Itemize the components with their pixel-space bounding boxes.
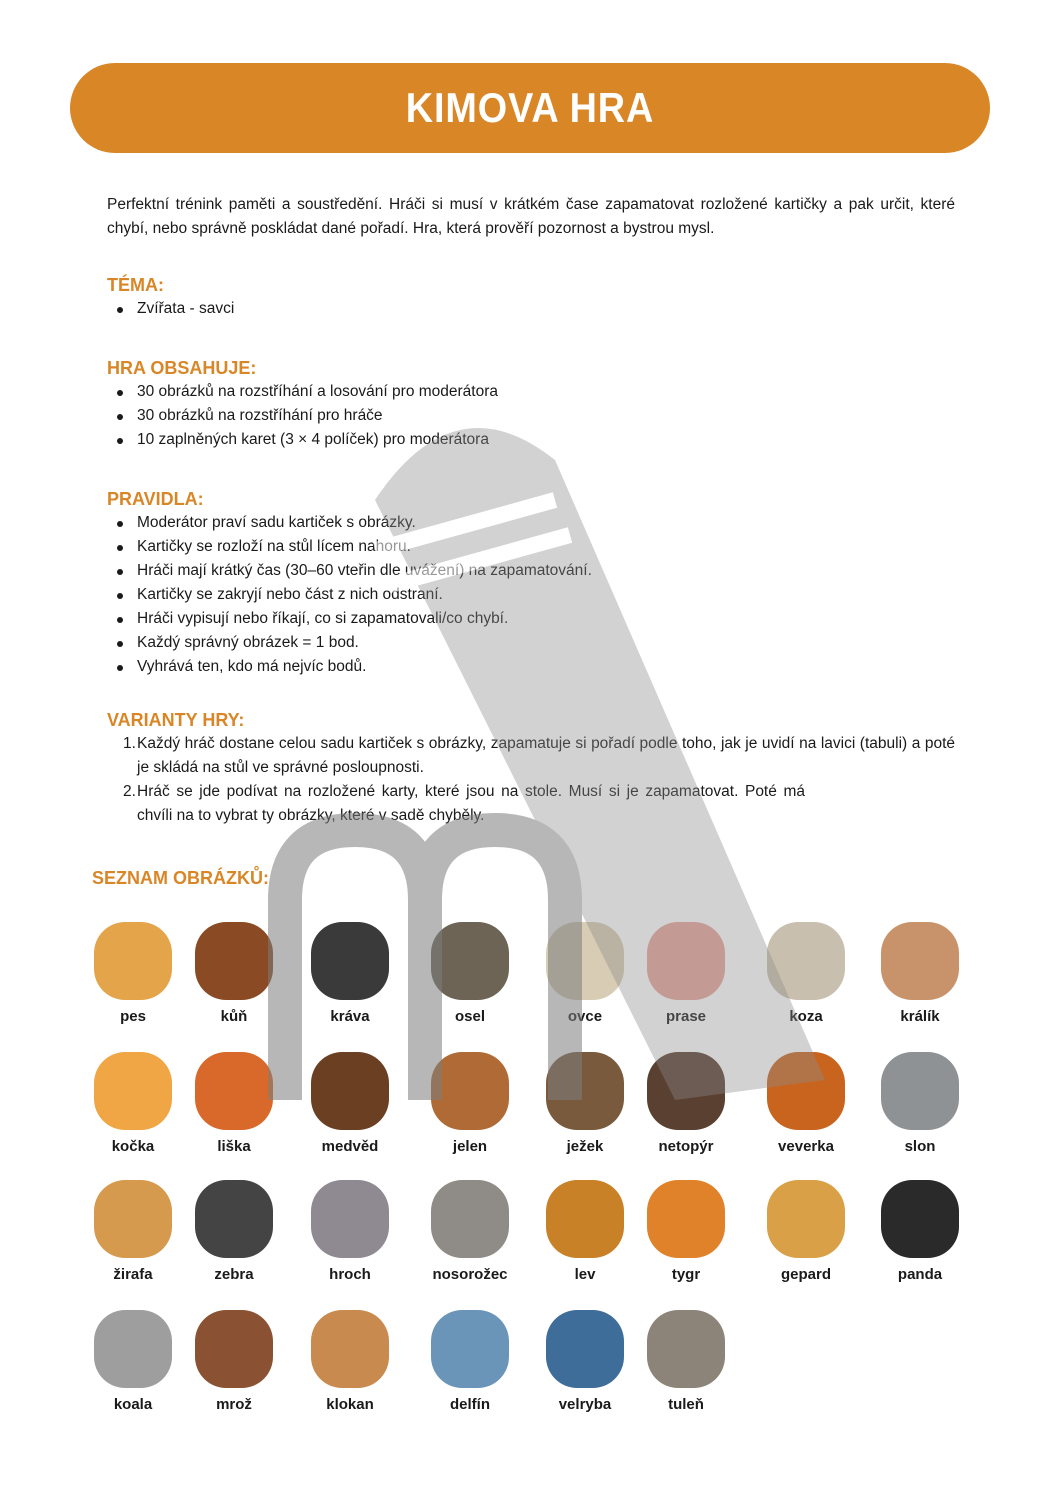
animal-card	[184, 1052, 284, 1155]
intro-text: Perfektní trénink paměti a soustředění. Hráči si musí v krátkém čase zapamatovat rozložené kartičky a pak určit, které chybí, nebo správně poskládat dané pořadí. Hra, která prověří pozornost a bystrou mysl.	[107, 196, 955, 237]
animal-image	[431, 1180, 509, 1258]
animal-card	[420, 1180, 520, 1283]
list-item: Kartičky se rozloží na stůl lícem nahoru.	[137, 535, 592, 559]
list-item: Zvířata - savci	[137, 297, 234, 321]
animal-card	[300, 922, 400, 1025]
animal-card	[870, 1180, 970, 1283]
animal-label: velryba	[558, 1396, 612, 1413]
animal-card	[300, 1052, 400, 1155]
tema-list	[107, 297, 234, 321]
animal-label: kráva	[330, 1008, 370, 1025]
animal-card	[870, 922, 970, 1025]
animal-label: kůň	[220, 1008, 248, 1025]
animal-label: tygr	[671, 1266, 701, 1283]
animal-label: osel	[454, 1008, 485, 1025]
animal-label: klokan	[326, 1396, 374, 1413]
animal-image	[767, 922, 845, 1000]
obsahuje-list	[107, 380, 498, 452]
obsahuje-heading: HRA OBSAHUJE:	[107, 358, 257, 378]
animal-image	[546, 922, 624, 1000]
animal-label: kočka	[111, 1138, 155, 1155]
animal-image	[94, 1052, 172, 1130]
page-title: KIMOVA HRA	[405, 84, 655, 131]
animal-image	[195, 1180, 273, 1258]
item-text: Hráč se jde podívat na rozložené karty, které jsou na stole. Musí si je zapamatovat. Poté má chvíli na to vybrat ty obrázky, které v sadě chyběly.	[137, 783, 805, 824]
animal-label: koala	[113, 1396, 153, 1413]
animal-card	[636, 922, 736, 1025]
animal-label: panda	[897, 1266, 943, 1283]
animal-image	[881, 922, 959, 1000]
animal-image	[311, 922, 389, 1000]
animal-card	[756, 1180, 856, 1283]
animal-label: lev	[574, 1266, 596, 1283]
animal-card	[83, 922, 183, 1025]
list-item	[107, 732, 955, 780]
animal-label: nosorožec	[432, 1266, 508, 1283]
animal-label: pes	[120, 1008, 146, 1025]
animal-card	[184, 922, 284, 1025]
animal-label: jelen	[452, 1138, 488, 1155]
animal-card	[300, 1310, 400, 1413]
list-item	[107, 780, 955, 828]
animal-card	[83, 1180, 183, 1283]
animal-card	[636, 1310, 736, 1413]
animal-image	[767, 1052, 845, 1130]
list-item: 30 obrázků na rozstříhání pro hráče	[137, 404, 498, 428]
animal-label: prase	[665, 1008, 707, 1025]
item-number: 2.	[123, 783, 136, 800]
animal-label: zebra	[214, 1266, 254, 1283]
title-banner	[70, 63, 990, 153]
animal-label: koza	[789, 1008, 823, 1025]
list-item: 10 zaplněných karet (3 × 4 políček) pro moderátora	[137, 428, 498, 452]
instructions	[107, 193, 955, 824]
animal-label: gepard	[780, 1266, 831, 1283]
animal-image	[431, 922, 509, 1000]
section-obsahuje	[107, 356, 498, 452]
tema-heading: TÉMA:	[107, 275, 164, 295]
animal-image	[195, 1052, 273, 1130]
animal-label: liška	[217, 1138, 251, 1155]
animal-label: delfín	[450, 1396, 490, 1413]
animal-card	[300, 1180, 400, 1283]
animal-image	[195, 1310, 273, 1388]
list-item: 30 obrázků na rozstříhání a losování pro moderátora	[137, 380, 498, 404]
animal-card	[184, 1310, 284, 1413]
animal-card	[83, 1052, 183, 1155]
item-text: Každý hráč dostane celou sadu kartiček s obrázky, zapamatuje si pořadí podle toho, jak je uvidí na lavici (tabuli) a poté je skládá na stůl ve správné posloupnosti.	[137, 735, 955, 776]
animal-card	[420, 1310, 520, 1413]
animal-image	[647, 1052, 725, 1130]
animal-image	[546, 1052, 624, 1130]
animal-card	[535, 1310, 635, 1413]
list-item: Moderátor praví sadu kartiček s obrázky.	[137, 511, 592, 535]
animal-image	[431, 1310, 509, 1388]
section-varianty	[107, 708, 955, 828]
section-tema	[107, 273, 234, 321]
animal-card	[420, 922, 520, 1025]
list-item: Hráči mají krátký čas (30–60 vteřin dle uvážení) na zapamatování.	[137, 559, 592, 583]
item-number: 1.	[123, 735, 136, 752]
varianty-heading: VARIANTY HRY:	[107, 710, 245, 730]
varianty-list	[107, 732, 955, 828]
animal-card	[636, 1052, 736, 1155]
animal-label: ježek	[566, 1138, 604, 1155]
animal-image	[311, 1180, 389, 1258]
animal-card	[756, 922, 856, 1025]
animal-image	[767, 1180, 845, 1258]
seznam-heading: SEZNAM OBRÁZKŮ:	[92, 868, 269, 888]
list-item: Každý správný obrázek = 1 bod.	[137, 631, 592, 655]
animal-image	[311, 1052, 389, 1130]
animal-card	[420, 1052, 520, 1155]
section-pravidla	[107, 487, 592, 679]
animal-card	[870, 1052, 970, 1155]
animal-image	[647, 922, 725, 1000]
animal-card	[535, 1052, 635, 1155]
pravidla-list	[107, 511, 592, 679]
animal-image	[881, 1052, 959, 1130]
animal-card	[756, 1052, 856, 1155]
animal-image	[546, 1310, 624, 1388]
animal-image	[546, 1180, 624, 1258]
animal-card	[535, 1180, 635, 1283]
animal-image	[94, 1310, 172, 1388]
animal-card	[535, 922, 635, 1025]
animal-label: netopýr	[658, 1138, 714, 1155]
animal-label: medvěd	[321, 1138, 379, 1155]
animal-image	[647, 1310, 725, 1388]
animal-label: hroch	[329, 1266, 371, 1283]
animal-label: veverka	[778, 1138, 834, 1155]
animal-image	[431, 1052, 509, 1130]
list-item: Vyhrává ten, kdo má nejvíc bodů.	[137, 655, 592, 679]
list-item: Hráči vypisují nebo říkají, co si zapamatovali/co chybí.	[137, 607, 592, 631]
animal-image	[647, 1180, 725, 1258]
list-item: Kartičky se zakryjí nebo část z nich odstraní.	[137, 583, 592, 607]
animal-image	[311, 1310, 389, 1388]
animal-card	[636, 1180, 736, 1283]
animal-label: králík	[900, 1008, 940, 1025]
animal-label: ovce	[567, 1008, 603, 1025]
animal-label: mrož	[216, 1396, 252, 1413]
animal-image	[94, 922, 172, 1000]
animal-label: tuleň	[668, 1396, 704, 1413]
animal-image	[881, 1180, 959, 1258]
animal-image	[94, 1180, 172, 1258]
animal-label: slon	[904, 1138, 936, 1155]
animal-label: žirafa	[113, 1266, 153, 1283]
animal-card	[83, 1310, 183, 1413]
pravidla-heading: PRAVIDLA:	[107, 489, 204, 509]
animal-card	[184, 1180, 284, 1283]
animal-image	[195, 922, 273, 1000]
